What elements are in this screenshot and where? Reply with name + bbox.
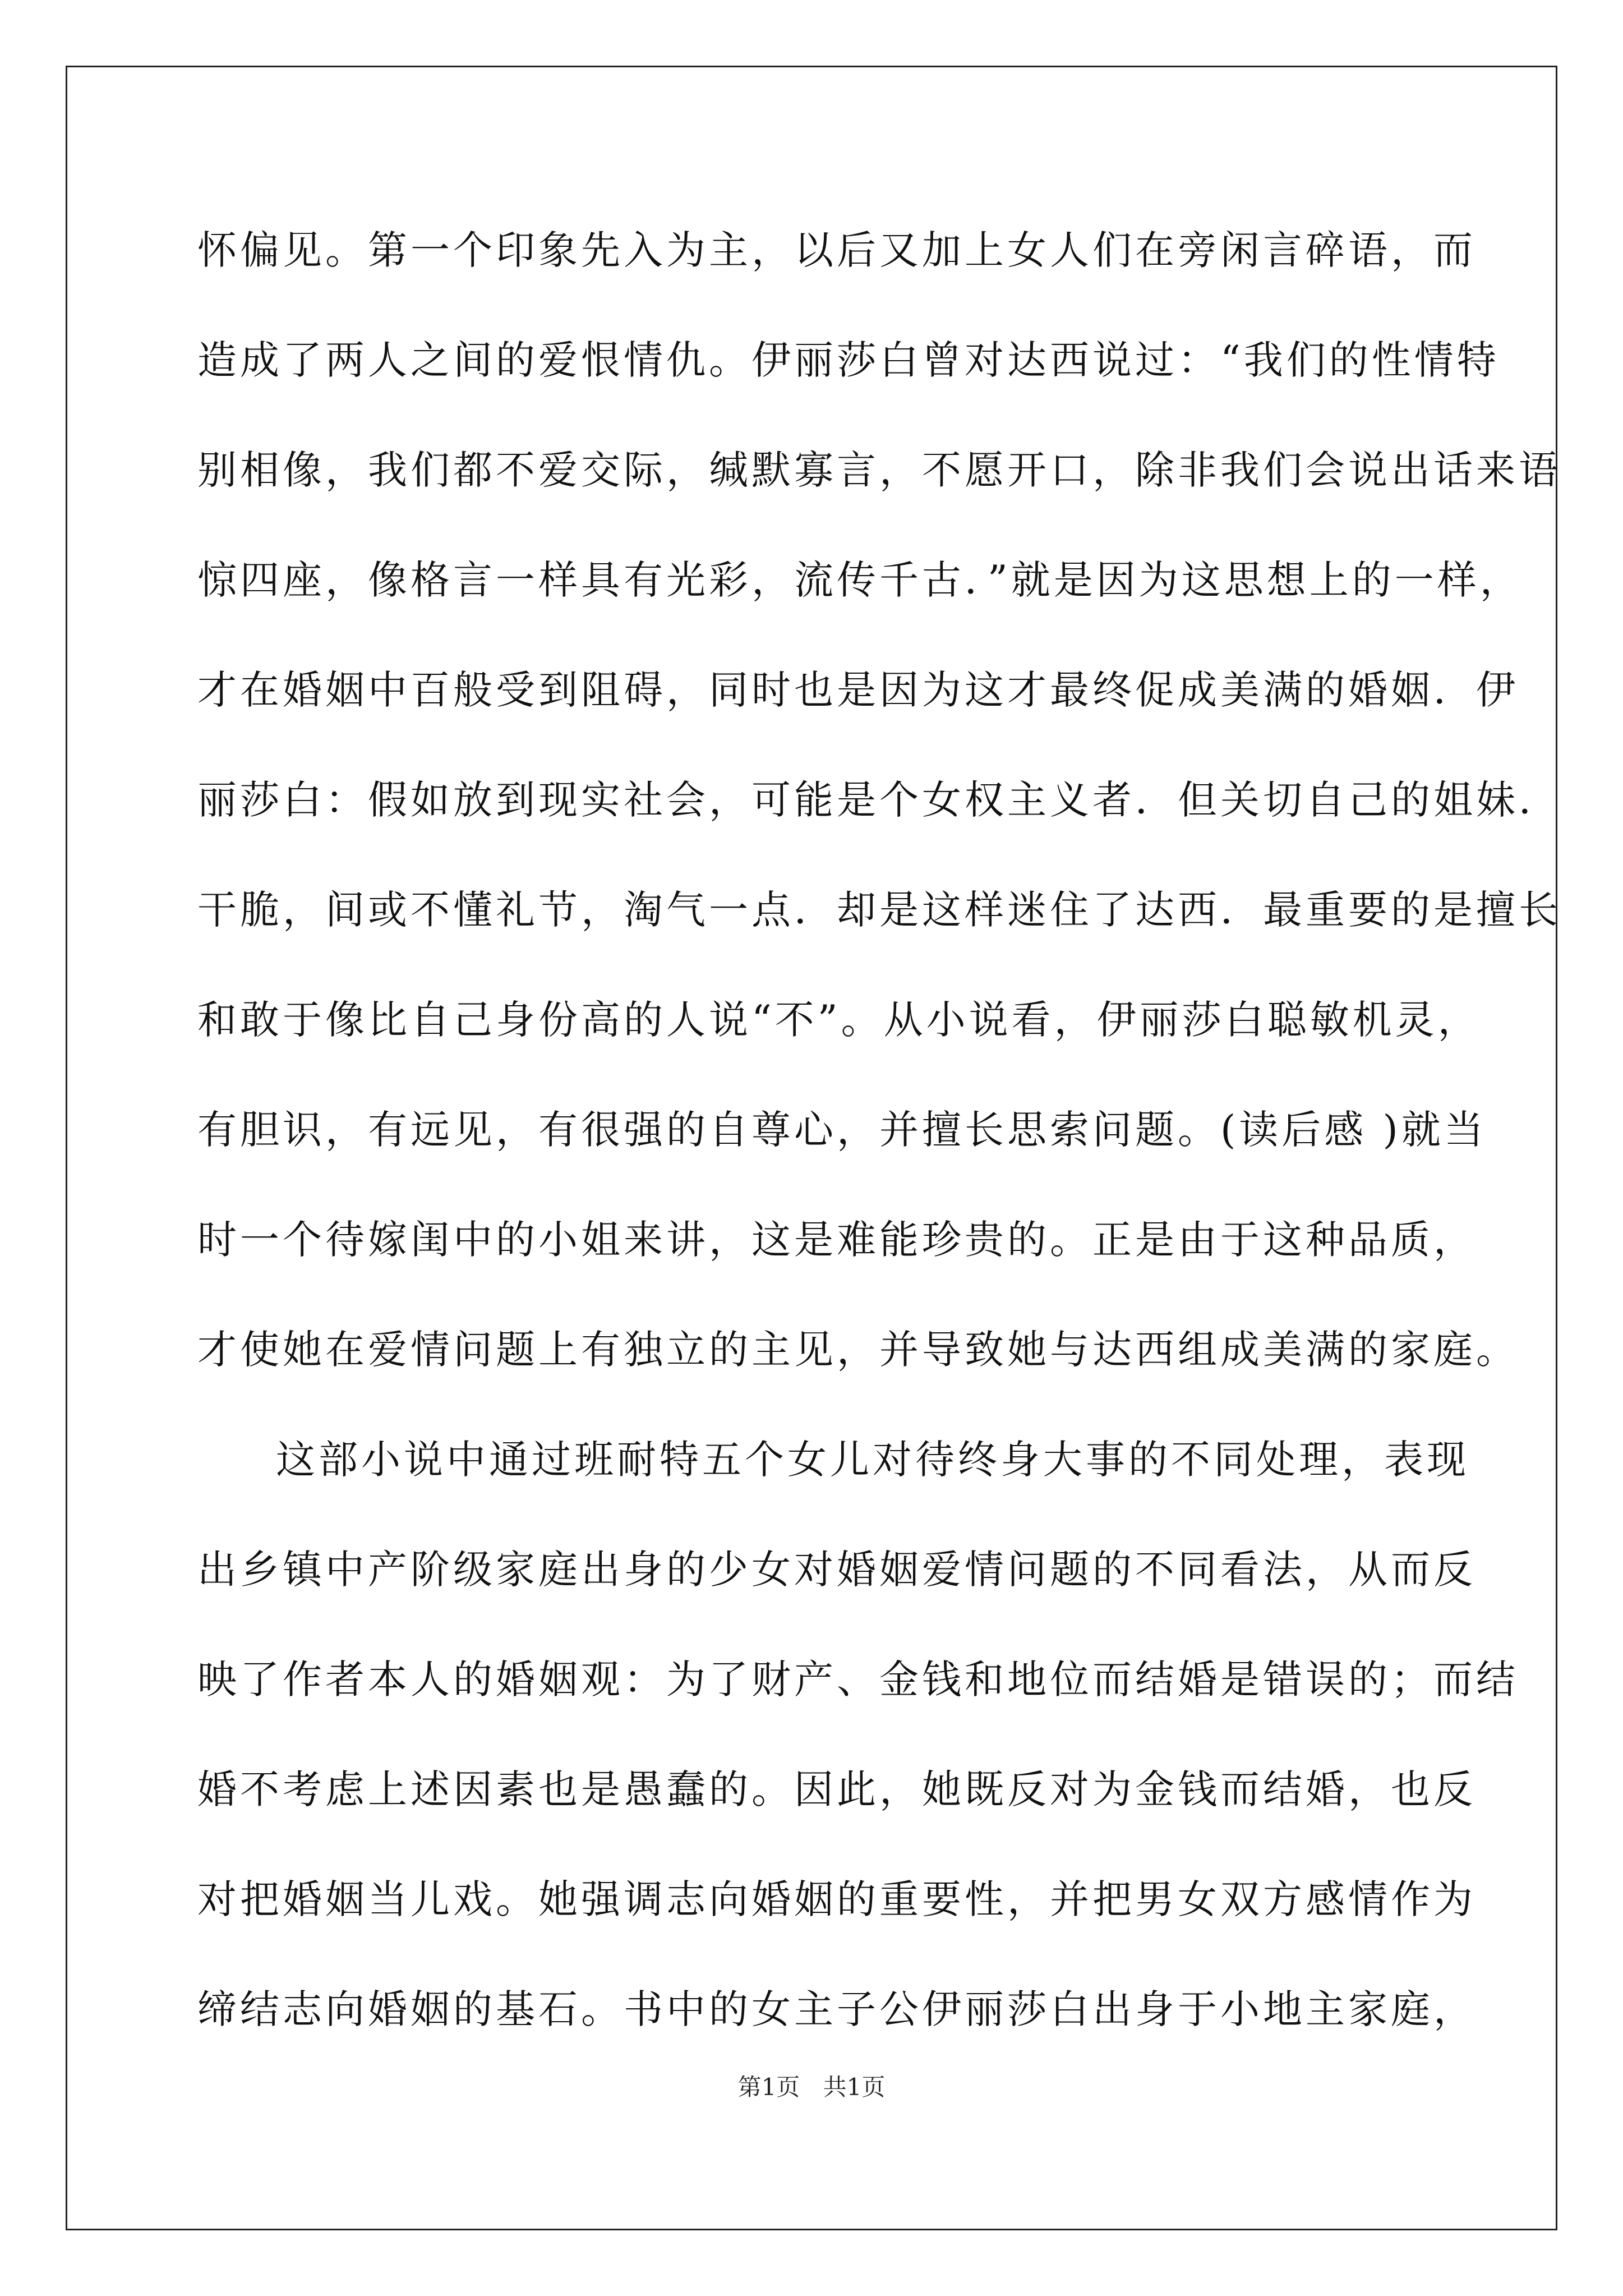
- document-body: [197, 195, 1561, 2064]
- text-line: 婚不考虑上述因素也是愚蠢的。因此，她既反对为金钱而结婚，也反: [197, 1766, 1476, 1812]
- text-line: 才使她在爱情问题上有独立的主见，并导致她与达西组成美满的家庭。: [197, 1327, 1519, 1373]
- page-footer: [0, 2069, 1623, 2102]
- text-line: 对把婚姻当儿戏。她强调志向婚姻的重要性，并把男女双方感情作为: [197, 1876, 1476, 1922]
- text-line: 时一个待嫁闺中的小姐来讲，这是难能珍贵的。正是由于这种品质，: [197, 1217, 1476, 1263]
- text-line: 别相像，我们都不爱交际，缄默寡言，不愿开口，除非我们会说出话来语: [197, 447, 1561, 493]
- text-line: 映了作者本人的婚姻观：为了财产、金钱和地位而结婚是错误的；而结: [197, 1657, 1519, 1703]
- text-line: 惊四座，像格言一样具有光彩，流传千古．”就是因为这思想上的一样，: [197, 557, 1523, 603]
- text-line: 缔结志向婚姻的基石。书中的女主子公伊丽莎白出身于小地主家庭，: [197, 1986, 1476, 2032]
- text-line: 出乡镇中产阶级家庭出身的少女对婚姻爱情问题的不同看法，从而反: [197, 1547, 1476, 1593]
- text-line: 丽莎白：假如放到现实社会，可能是个女权主义者．但关切自己的姐妹．: [197, 777, 1561, 823]
- paragraph-first-line: 这部小说中通过班耐特五个女儿对待终身大事的不同处理，表现: [276, 1437, 1469, 1483]
- text-line: 有胆识，有远见，有很强的自尊心，并擅长思索问题。(读后感 )就当: [197, 1107, 1487, 1153]
- text-line: 和敢于像比自己身份高的人说“不”。从小说看，伊丽莎白聪敏机灵，: [197, 997, 1481, 1043]
- text-line: 造成了两人之间的爱恨情仇。伊丽莎白曾对达西说过：“我们的性情特: [197, 337, 1500, 383]
- text-line: 才在婚姻中百般受到阻碍，同时也是因为这才最终促成美满的婚姻．伊: [197, 667, 1519, 713]
- page-number: 第1页: [737, 2073, 800, 2101]
- text-line: 怀偏见。第一个印象先入为主，以后又加上女人们在旁闲言碎语，而: [197, 227, 1476, 273]
- page-total: 共1页: [823, 2073, 886, 2101]
- text-line: 干脆，间或不懂礼节，淘气一点．却是这样迷住了达西．最重要的是擅长: [197, 887, 1561, 933]
